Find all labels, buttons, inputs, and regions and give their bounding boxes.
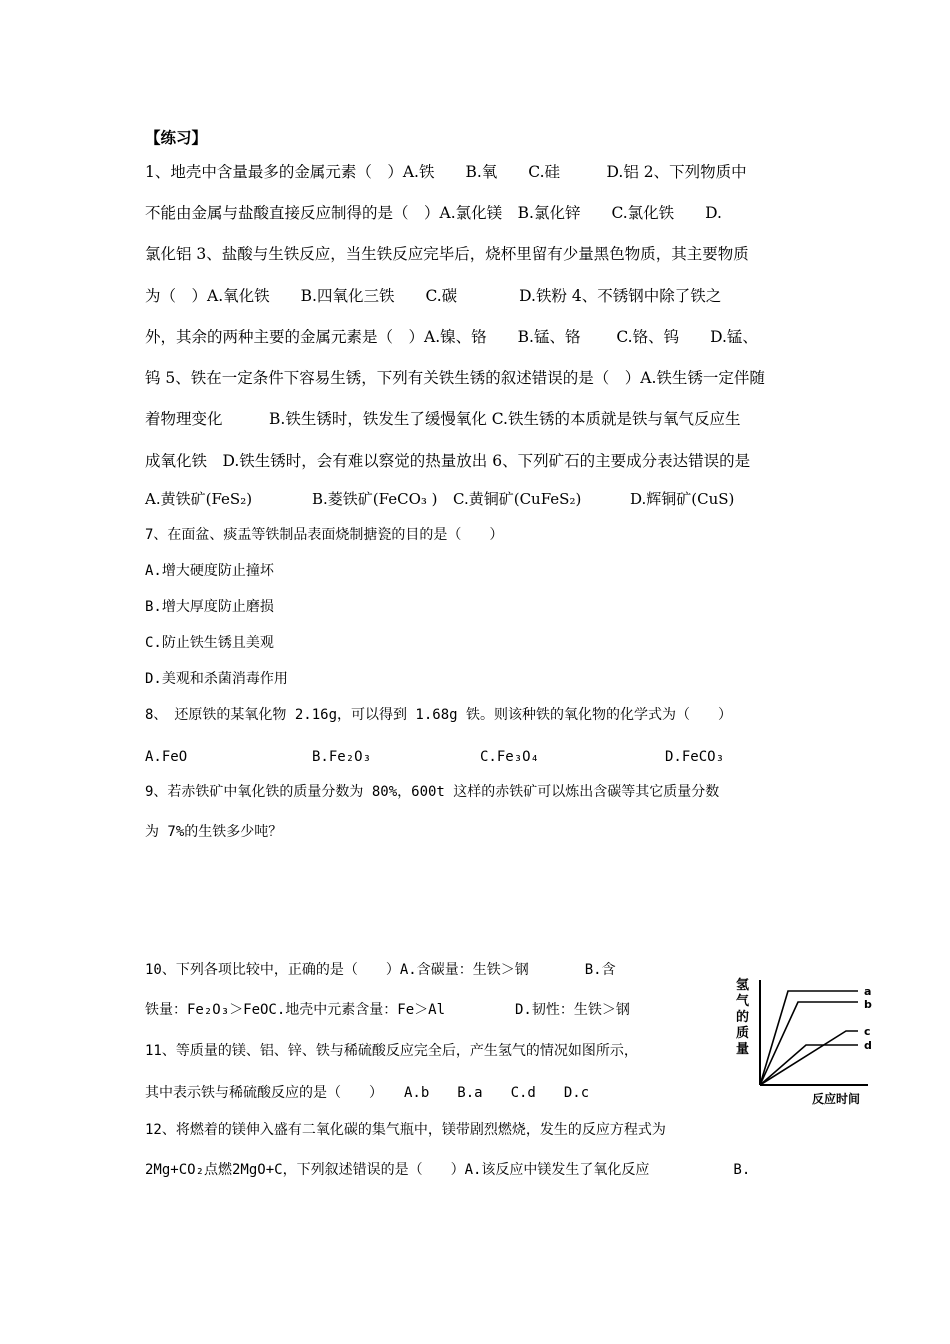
- q11-line: 其中表示铁与稀硫酸反应的是（ ） A.b B.a C.d D.c: [145, 1085, 590, 1101]
- q6-option-c: C.黄铜矿(CuFeS₂): [453, 490, 582, 508]
- text-line: 外，其余的两种主要的金属元素是（ ）A.镍、铬 B.锰、铬 C.铬、钨 D.锰、: [145, 328, 758, 346]
- q8-option-b: B.Fe₂O₃: [312, 749, 372, 765]
- y-axis-label: 质: [736, 1026, 750, 1041]
- q7-stem: 7、在面盆、痰盂等铁制品表面烧制搪瓷的目的是（ ）: [145, 527, 504, 543]
- q12-line: 12、将燃着的镁伸入盛有二氧化碳的集气瓶中，镁带剧烈燃烧，发生的反应方程式为: [145, 1122, 666, 1138]
- q7-option-a: A.增大硬度防止撞坏: [145, 563, 274, 579]
- q10-line: 10、下列各项比较中，正确的是（ ）A.含碳量：生铁＞钢 B.含: [145, 962, 616, 978]
- q6-option-b: B.菱铁矿(FeCO₃ ): [312, 490, 438, 508]
- hydrogen-mass-graph: [736, 975, 876, 1110]
- text-line: 成氧化铁 D.铁生锈时，会有难以察觉的热量放出 6、下列矿石的主要成分表达错误的是: [145, 452, 751, 470]
- text-line: 为（ ）A.氧化铁 B.四氧化三铁 C.碳 D.铁粉 4、不锈钢中除了铁之: [145, 287, 722, 305]
- y-axis-label: 氢: [736, 978, 750, 993]
- q8-option-a: A.FeO: [145, 749, 188, 765]
- q6-option-a: A.黄铁矿(FeS₂): [145, 490, 253, 508]
- series-a-label: a: [864, 985, 872, 998]
- q8-option-c: C.Fe₃O₄: [480, 749, 540, 765]
- text-line: 1、地壳中含量最多的金属元素（ ）A.铁 B.氧 C.硅 D.铝 2、下列物质中: [145, 163, 747, 181]
- q7-option-b: B.增大厚度防止磨损: [145, 599, 274, 615]
- q10-line: 铁量：Fe₂O₃＞FeOC.地壳中元素含量：Fe＞Al D.韧性：生铁＞钢: [145, 1002, 630, 1018]
- q9-line: 为 7%的生铁多少吨？: [145, 824, 283, 840]
- series-c-line: [760, 1031, 858, 1085]
- x-axis-label: 反应时间: [812, 1092, 861, 1106]
- q6-option-d: D.辉铜矿(CuS): [630, 490, 735, 508]
- series-b-label: b: [864, 998, 872, 1011]
- text-line: 不能由金属与盐酸直接反应制得的是（ ）A.氯化镁 B.氯化锌 C.氯化铁 D.: [145, 204, 722, 222]
- q7-option-c: C.防止铁生锈且美观: [145, 635, 274, 651]
- series-d-label: d: [864, 1039, 872, 1052]
- q9-line: 9、若赤铁矿中氧化铁的质量分数为 80%，600t 这样的赤铁矿可以炼出含碳等其它质量分数: [145, 784, 720, 800]
- y-axis-label: 量: [736, 1042, 750, 1057]
- text-line: 着物理变化 B.铁生锈时，铁发生了缓慢氧化 C.铁生锈的本质就是铁与氧气反应生: [145, 410, 741, 428]
- heading: 【练习】: [145, 128, 208, 147]
- series-c-label: c: [864, 1025, 871, 1038]
- series-a-line: [760, 991, 858, 1085]
- q12-line: 2Mg+CO₂点燃2MgO+C，下列叙述错误的是（ ）A.该反应中镁发生了氧化反应 B.: [145, 1162, 751, 1178]
- text-line: 钨 5、铁在一定条件下容易生锈，下列有关铁生锈的叙述错误的是（ ）A.铁生锈一定伴随: [145, 369, 765, 387]
- y-axis-label: 气: [736, 994, 750, 1009]
- q8-option-d: D.FeCO₃: [665, 749, 725, 765]
- text-line: 氯化铝 3、盐酸与生铁反应，当生铁反应完毕后，烧杯里留有少量黑色物质，其主要物质: [145, 245, 749, 263]
- q7-option-d: D.美观和杀菌消毒作用: [145, 671, 288, 687]
- q11-line: 11、等质量的镁、铝、锌、铁与稀硫酸反应完全后，产生氢气的情况如图所示，: [145, 1043, 638, 1059]
- y-axis-label: 的: [736, 1010, 750, 1025]
- q8-stem: 8、 还原铁的某氧化物 2.16g，可以得到 1.68g 铁。则该种铁的氧化物的化学式为（ ）: [145, 707, 732, 723]
